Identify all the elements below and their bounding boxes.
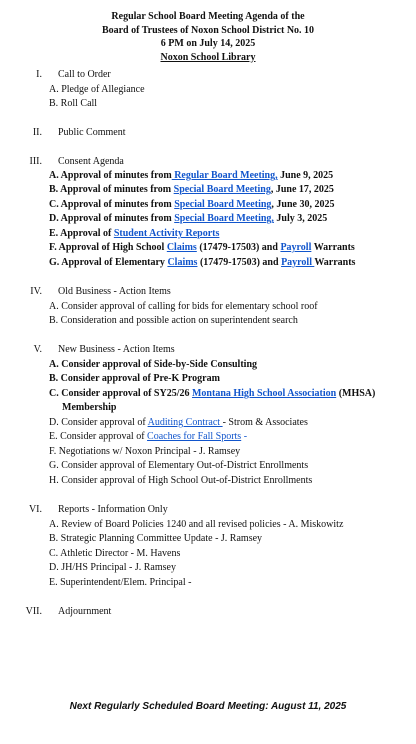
regular-board-meeting-link[interactable]: Regular Board Meeting, (171, 170, 278, 181)
hs-payroll-link[interactable]: Payroll (280, 242, 312, 253)
agenda-item: D. Approval of minutes from Special Board Meeting, July 3, 2025 (49, 213, 328, 224)
fall-sports-coaches-link[interactable]: Coaches for Fall Sports (147, 431, 242, 442)
agenda-item: B. Consideration and possible action on superintendent search (49, 315, 298, 326)
agenda-item: D. Consider approval of Auditing Contract - Strom & Associates (49, 417, 308, 428)
agenda-item: E. Approval of Student Activity Reports (49, 228, 220, 239)
agenda-item: H. Consider approval of High School Out-of-District Enrollments (49, 475, 313, 486)
agenda-item: E. Superintendent/Elem. Principal - (49, 577, 192, 588)
header-location: Noxon School Library (160, 51, 256, 63)
agenda-item: C. Consider approval of SY25/26 Montana High School Association (MHSA) (49, 388, 376, 399)
section-title: Adjournment (58, 606, 112, 617)
agenda-item: G. Consider approval of Elementary Out-of-District Enrollments (49, 460, 309, 471)
agenda-item: F. Negotiations w/ Noxon Principal - J. Ramsey (49, 446, 241, 457)
section-number: III. (29, 156, 42, 167)
mhsa-link[interactable]: Montana High School Association (191, 388, 337, 399)
special-board-meeting-link[interactable]: Special Board Meeting (174, 199, 272, 210)
elem-payroll-link[interactable]: Payroll (281, 257, 315, 268)
header-board: Board of Trustees of Noxon School District No. 10 (101, 24, 315, 36)
agenda-item: D. JH/HS Principal - J. Ramsey (49, 562, 176, 573)
agenda-item: G. Approval of Elementary Claims (17479-17503) and Payroll Warrants (49, 257, 356, 268)
agenda-item: B. Consider approval of Pre-K Program (49, 373, 220, 384)
section-number: II. (32, 127, 42, 138)
section-number: IV. (30, 286, 42, 297)
agenda-item: C. Approval of minutes from Special Board Meeting, June 30, 2025 (49, 199, 335, 210)
next-meeting-note: Next Regularly Scheduled Board Meeting: August 11, 2025 (69, 701, 347, 712)
auditing-contract-link[interactable]: Auditing Contract (147, 417, 223, 428)
agenda-item: A. Pledge of Allegiance (49, 84, 145, 95)
special-board-meeting-link[interactable]: Special Board Meeting, (174, 213, 274, 224)
hs-claims-link[interactable]: Claims (166, 242, 197, 253)
section-title: Consent Agenda (58, 156, 124, 167)
agenda-item: A. Consider approval of Side-by-Side Consulting (49, 359, 258, 370)
section-title: Reports - Information Only (58, 504, 168, 515)
section-number: VII. (25, 606, 42, 617)
agenda-item: B. Strategic Planning Committee Update - J. Ramsey (49, 533, 263, 544)
section-number: I. (36, 69, 42, 80)
section-title: Call to Order (58, 69, 111, 80)
student-activity-reports-link[interactable]: Student Activity Reports (113, 228, 220, 239)
agenda-item: C. Athletic Director - M. Havens (49, 548, 181, 559)
agenda-item: F. Approval of High School Claims (17479-17503) and Payroll Warrants (49, 242, 355, 253)
agenda-item: A. Review of Board Policies 1240 and all revised policies - A. Miskowitz (49, 519, 344, 530)
agenda-item: B. Roll Call (49, 98, 98, 109)
section-title: New Business - Action Items (58, 344, 175, 355)
section-number: VI. (28, 504, 42, 515)
section-title: Old Business - Action Items (58, 286, 171, 297)
agenda-item: B. Approval of minutes from Special Board Meeting, June 17, 2025 (49, 184, 334, 195)
special-board-meeting-link[interactable]: Special Board Meeting (173, 184, 271, 195)
agenda-header (0, 10, 416, 64)
section-title: Public Comment (58, 127, 126, 138)
header-time: 6 PM on July 14, 2025 (160, 38, 256, 49)
header-title: Regular School Board Meeting Agenda of the (111, 11, 305, 22)
agenda-item: A. Consider approval of calling for bids for elementary school roof (49, 301, 318, 312)
section-number: V. (33, 344, 42, 355)
agenda-item-continued: Membership (62, 402, 117, 413)
agenda-item: E. Consider approval of Coaches for Fall Sports - (49, 431, 248, 442)
elem-claims-link[interactable]: Claims (167, 257, 198, 268)
agenda-item: A. Approval of minutes from Regular Board Meeting, June 9, 2025 (49, 170, 334, 181)
